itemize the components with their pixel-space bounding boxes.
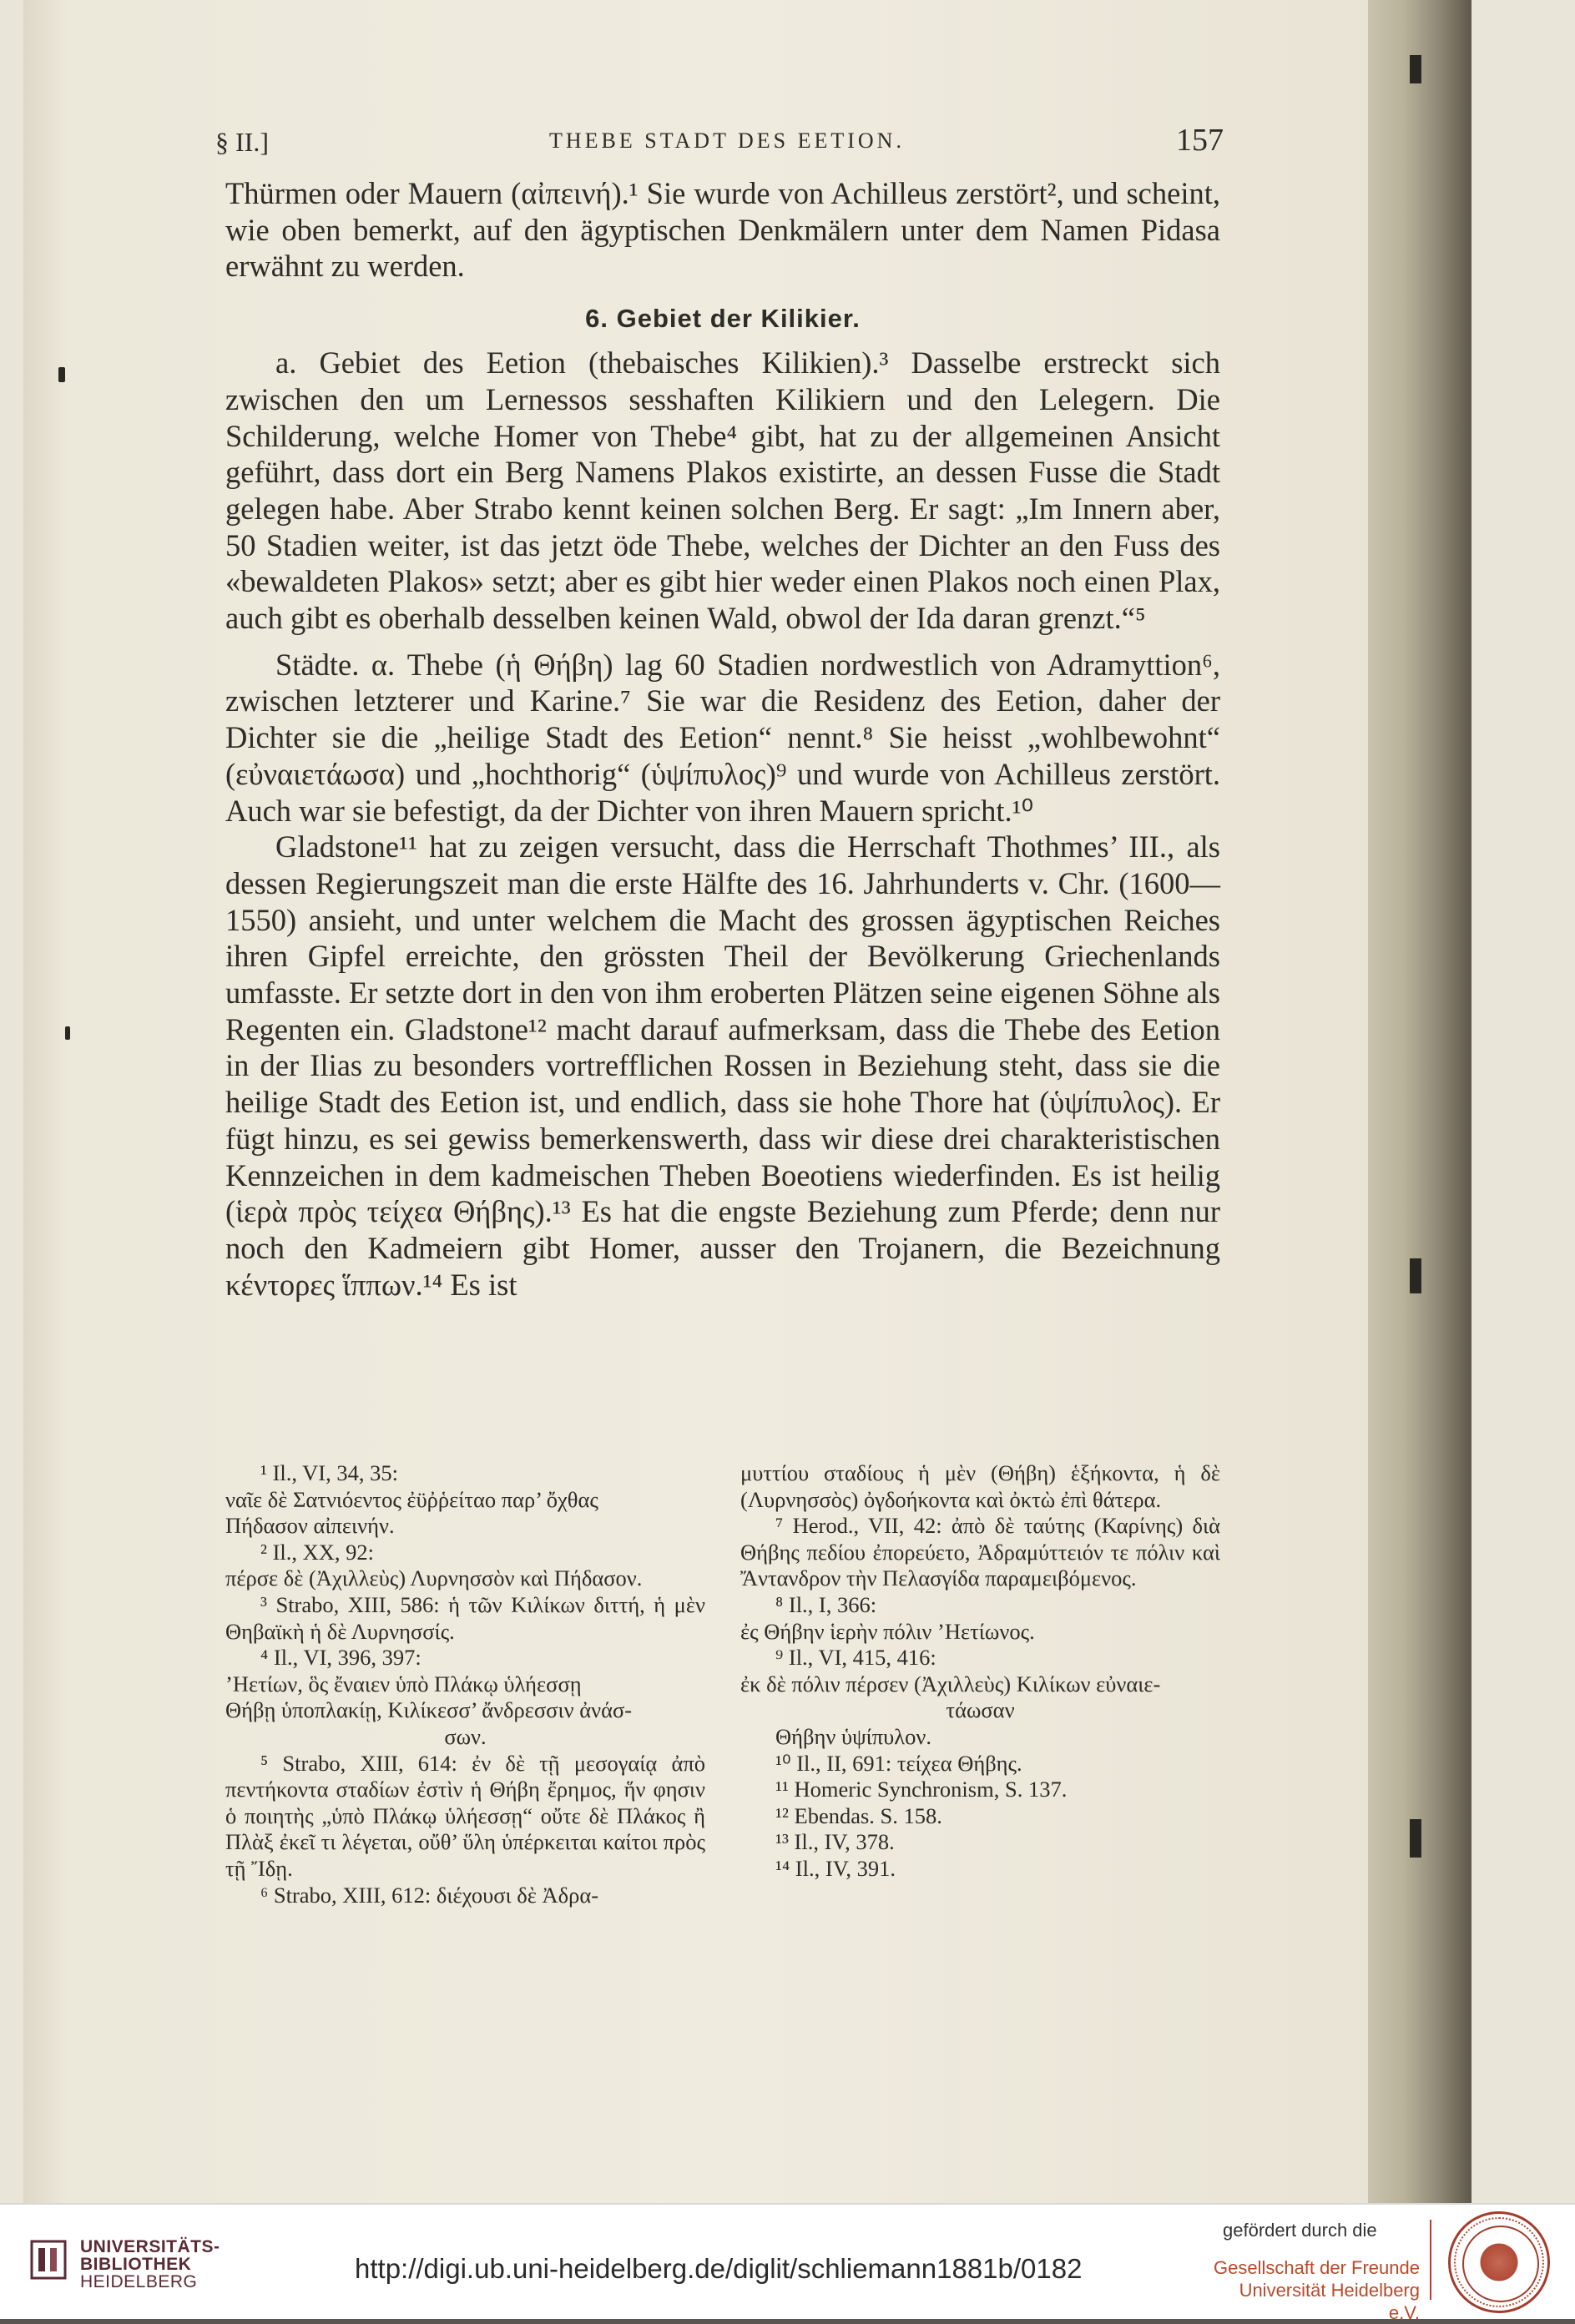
permalink-url[interactable]: http://digi.ub.uni-heidelberg.de/diglit/schliemann1881b/0182 <box>355 2253 1083 2284</box>
funder-name-line: Gesellschaft der Freunde <box>1213 2257 1420 2278</box>
footnotes <box>225 1460 1220 1978</box>
funder-name-line: Universität Heidelberg e.V. <box>1239 2280 1420 2323</box>
footnotes-right-column <box>740 1460 1220 1883</box>
footnote-line: ⁵ Strabo, XIII, 614: ἐν δὲ τῇ μεσογαίᾳ ἀπὸ πεντήκοντα σταδίων ἐστὶν ἡ Θήβη ἔρημος, ἥν φησιν ὁ ποιητὴς „ὑπὸ Πλάκῳ ὑλήεσσῃ“ οὔτε δὲ Πλάκος ἢ Πλὰξ ἐκεῖ τι λέγεται, οὔθ’ ὕλη ὑπέρκειται καίτοι πρὸς τῇ Ἴδῃ. <box>225 1750 705 1881</box>
seal-emblem <box>1479 2239 1519 2286</box>
footnote-line: ἐς Θήβην ἱερὴν πόλιν ’Ηετίωνος. <box>740 1618 1035 1644</box>
binding-mark <box>1410 1258 1421 1293</box>
footnote-line: ⁶ Strabo, XIII, 612: διέχουσι δὲ Ἀδρα- <box>260 1882 599 1908</box>
footnotes-left-column <box>225 1460 705 1908</box>
footnote-line: ἐκ δὲ πόλιν πέρσεν (Ἀχιλλεὺς) Κιλίκων εὐναιε- <box>740 1671 1161 1696</box>
margin-mark <box>58 367 65 382</box>
library-name <box>80 2238 220 2291</box>
paragraph: a. Gebiet des Eetion (thebaisches Kilikien).³ Dasselbe erstreckt sich zwischen den um Lernessos sesshaften Kilikiern und den Lelegern. Die Schilderung, welche Homer von Thebe⁴ gibt, hat zu der allgemeinen Ansicht geführt, dass dort ein Berg Namens Plakos existirte, an dessen Fusse die Stadt gelegen habe. Aber Strabo kennt keinen solchen Berg. Er sagt: „Im Innern aber, 50 Stadien weiter, ist das jetzt öde Thebe, welches der Dichter an den Fuss des «bewaldeten Plakos» setzt; aber es gibt hier weder einen Plakos noch einen Plax, auch gibt es oberhalb desselben keinen Wald, obwol der Ida daran grenzt.“⁵ <box>225 345 1220 636</box>
footnote-line: Θήβῃ ὑποπλακίῃ, Κιλίκεσσ’ ἄνδρεσσιν ἀνάσ- <box>225 1697 633 1723</box>
running-header <box>215 122 1224 162</box>
page-number: 157 <box>1176 123 1224 158</box>
footnote-line: ¹⁰ Il., II, 691: τείχεα Θήβης. <box>775 1750 1022 1776</box>
footnote-line: Θήβην ὑψίπυλον. <box>775 1723 931 1749</box>
footnote-line: ναῖε δὲ Σατνιόεντος ἐϋῤῥείταο παρ’ ὄχθας <box>225 1486 598 1512</box>
body-text <box>225 175 1220 1303</box>
paragraph: Thürmen oder Mauern (αἰπεινή).¹ Sie wurde von Achilleus zerstört², und scheint, wie oben bemerkt, auf den ägyptischen Denkmälern unter dem Namen Pidasa erwähnt zu werden. <box>225 176 1220 284</box>
footnote-line: Πήδασον αἰπεινήν. <box>225 1513 395 1539</box>
library-name-line: BIBLIOTHEK <box>80 2255 192 2274</box>
footnote-line: μυττίου σταδίους ἡ μὲν (Θήβη) ἑξήκοντα, ἡ δὲ (Λυρνησσὸς) ὀγδοήκοντα καὶ ὀκτὼ ἐπὶ θάτερα. <box>740 1460 1220 1512</box>
footnote-line: ⁷ Herod., VII, 42: ἀπὸ δὲ ταύτης (Καρίνης) διὰ Θήβης πεδίου ἐπορεύετο, Ἀδραμύττειόν τε πόλιν καὶ Ἄντανδρον τὴν Πελασγίδα παραμειβόμενος. <box>740 1513 1220 1591</box>
footnote-line: ¹ Il., VI, 34, 35: <box>260 1460 398 1485</box>
library-name-line: UNIVERSITÄTS- <box>80 2237 220 2256</box>
footnote-line: ³ Strabo, XIII, 586: ἡ τῶν Κιλίκων διττή, ἡ μὲν Θηβαϊκὴ ἡ δὲ Λυρνησσίς. <box>225 1591 705 1644</box>
funder-name <box>1204 2256 1420 2324</box>
university-library-logo-icon <box>28 2238 68 2281</box>
footnote-line: ¹¹ Homeric Synchronism, S. 137. <box>775 1777 1068 1802</box>
margin-mark <box>65 1026 70 1040</box>
footnote-line: σων. <box>444 1723 487 1749</box>
paragraph: Städte. α. Thebe (ἡ Θήβη) lag 60 Stadien nordwestlich von Adramyttion⁶, zwischen letzterer und Karine.⁷ Sie war die Residenz des Eetion, daher der Dichter sie die „heilige Stadt des Eetion“ nennt.⁸ Sie heisst „wohlbewohnt“ (εὐναιετάωσα) und „hochthorig“ (ὑψίπυλος)⁹ und wurde von Achilleus zerstört. Auch war sie befestigt, da der Dichter von ihren Mauern spricht.¹⁰ <box>225 647 1220 828</box>
footnote-line: τάωσαν <box>946 1697 1015 1723</box>
footnote-line: ⁹ Il., VI, 415, 416: <box>775 1645 936 1671</box>
running-title: THEBE STADT DES EETION. <box>549 129 905 153</box>
divider <box>1430 2220 1431 2300</box>
library-name-line: HEIDELBERG <box>80 2272 198 2291</box>
viewer-footer <box>0 2203 1575 2323</box>
funded-by-label: gefördert durch die <box>1223 2220 1377 2241</box>
footnote-line: ¹³ Il., IV, 378. <box>775 1829 895 1855</box>
section-heading: 6. Gebiet der Kilikier. <box>585 304 861 334</box>
university-seal-icon <box>1448 2211 1550 2313</box>
footnote-line: ² Il., XX, 92: <box>260 1539 375 1565</box>
footnote-line: ¹⁴ Il., IV, 391. <box>775 1855 896 1881</box>
footnote-line: ⁴ Il., VI, 396, 397: <box>260 1645 422 1671</box>
footnote-line: ’Ηετίων, ὃς ἔναιεν ὑπὸ Πλάκῳ ὑλήεσσῃ <box>225 1671 582 1696</box>
book-spine-edge <box>1368 0 1472 2203</box>
footnote-line: πέρσε δὲ (Ἀχιλλεὺς) Λυρνησσὸν καὶ Πήδασον. <box>225 1565 643 1591</box>
binding-mark <box>1410 1819 1421 1858</box>
section-marker: § II.] <box>215 127 269 157</box>
footnote-line: ⁸ Il., I, 366: <box>775 1591 877 1617</box>
footnote-line: ¹² Ebendas. S. 158. <box>775 1802 942 1828</box>
binding-mark <box>1410 55 1421 83</box>
paragraph: Gladstone¹¹ hat zu zeigen versucht, dass die Herrschaft Thothmes’ III., als dessen Regierungszeit man die erste Hälfte des 16. Jahrhunderts v. Chr. (1600—1550) ansieht, und unter welchem die Macht des grossen ägyptischen Reiches ihren Gipfel erreichte, den grössten Theil der Bevölkerung Griechenlands umfasste. Er setzte dort in den von ihm eroberten Plätzen seine eigenen Söhne als Regenten ein. Gladstone¹² macht darauf aufmerksam, dass die Thebe des Eetion in der Ilias zu besonders vortrefflichen Rossen in Beziehung steht, dass sie die heilige Stadt des Eetion ist, und endlich, dass sie hohe Thore hat (ὑψίπυλος). Er fügt hinzu, es sei gewiss bemerkenswerth, dass wir diese drei charakteristischen Kennzeichen in dem kadmeischen Theben Boeotiens wiederfinden. Es ist heilig (ἱερὰ πρὸς τείχεα Θήβης).¹³ Es hat die engste Beziehung zum Pferde; denn nur noch den Kadmeiern gibt Homer, ausser den Trojanern, die Bezeichnung κέντορες ἵππων.¹⁴ Es ist <box>225 829 1220 1302</box>
